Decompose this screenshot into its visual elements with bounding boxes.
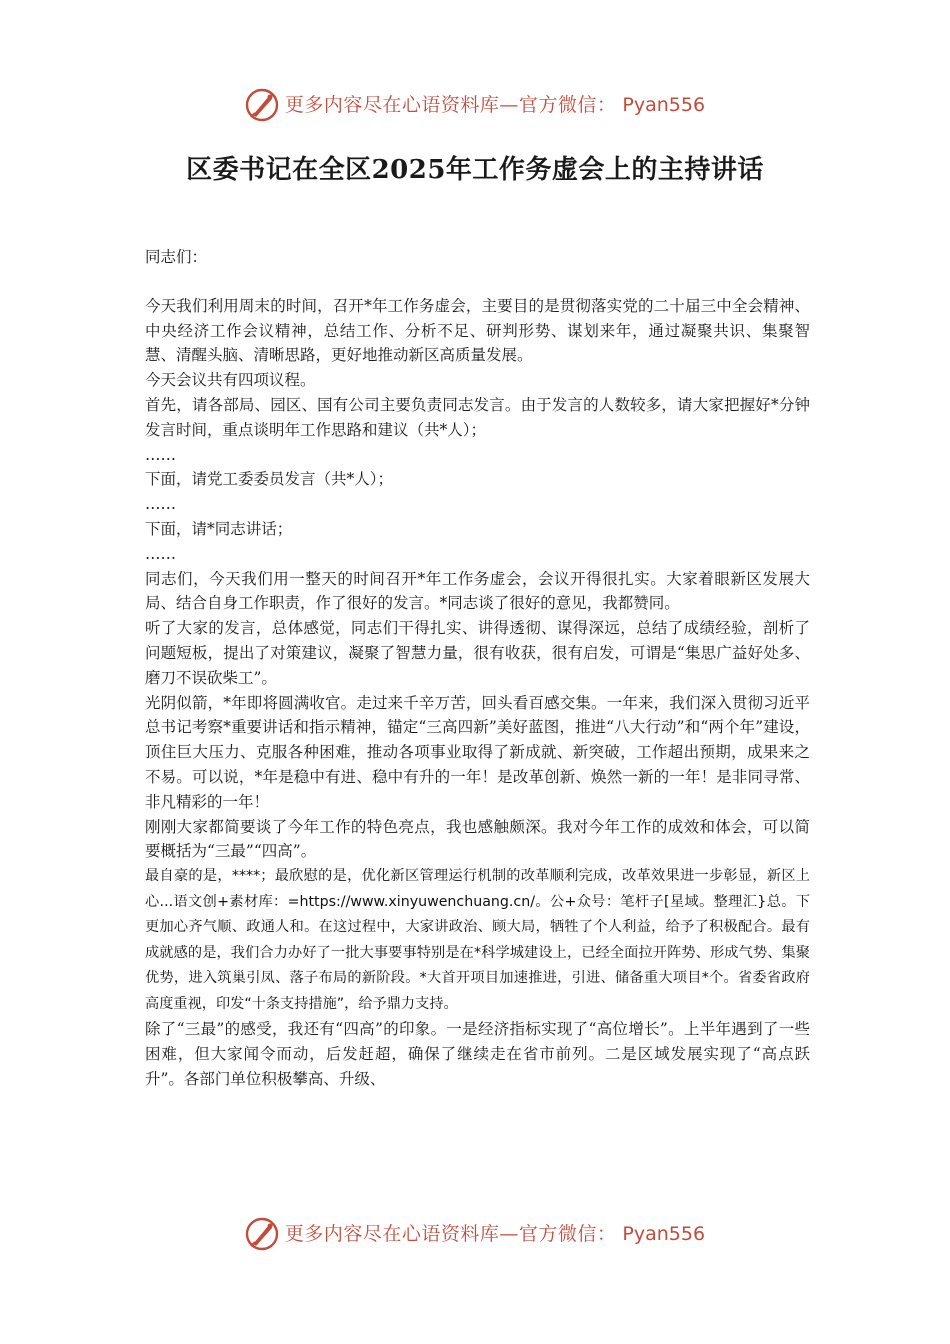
paragraph: 光阴似箭，*年即将圆满收官。走过来千辛万苦，回头看百感交集。一年来，我们深入贯彻习近平总书记考察*重要讲话和指示精神，锚定“三高四新”美好蓝图，推进“八大行动”和“两个年”建设，顶住巨大压力、克服各种困难，推动各项事业取得了新成就、新突破，工作超出预期，成果来之不易。可以说，*年是稳中有进、稳中有升的一年！是改革创新、焕然一新的一年！是非同寻常、非凡精彩的一年！ xyxy=(145,693,810,811)
closing-paragraph: 除了“三最”的感受，我还有“四高”的印象。一是经济指标实现了“高位增长”。上半年遇到了一些困难，但大家闻令而动，后发赶超，确保了继续走在省市前列。二是区域发展实现了“高点跃升”。各部门单位积极攀高、升级、 xyxy=(145,1020,810,1088)
quill-pen-logo-icon xyxy=(245,1217,279,1251)
paragraph: 今天我们利用周末的时间，召开*年工作务虚会，主要目的是贯彻落实党的二十届三中全会精神、中央经济工作会议精神，总结工作、分析不足、研判形势、谋划来年，通过凝聚共识、集聚智慧、清醒头脑、清晰思路，更好地推动新区高质量发展。 xyxy=(145,296,810,365)
paragraph: 下面，请党工委委员发言（共*人）； xyxy=(145,470,394,489)
banner-text: 更多内容尽在心语资料库—官方微信： xyxy=(284,1223,617,1245)
banner-text: 更多内容尽在心语资料库—官方微信： xyxy=(284,94,617,116)
banner-wechat-id: Pyan556 xyxy=(622,94,706,116)
paragraph: 首先，请各部局、园区、国有公司主要负责同志发言。由于发言的人数较多，请大家把握好*分钟发言时间，重点谈明年工作思路和建议（共*人）； xyxy=(145,395,810,439)
paragraph: 同志们，今天我们用一整天的时间召开*年工作务虚会，会议开得很扎实。大家着眼新区发展大局、结合自身工作职责，作了很好的发言。*同志谈了很好的意见，我都赞同。 xyxy=(145,569,810,613)
header-banner xyxy=(0,88,950,122)
footer-banner xyxy=(0,1217,950,1251)
ellipsis-line: …… xyxy=(145,445,176,464)
paragraph: 今天会议共有四项议程。 xyxy=(145,371,316,390)
inserted-paragraph: 最自豪的是，****；最欣慰的是，优化新区管理运行机制的改革顺利完成，改革效果进一步彰显，新区上心...语文创+素材库：=https://www.xinyuwenchuang.cn/。公+众号：笔杆子[星域。整理汇}总。下更加心齐气顺、政通人和。在这过程中，大家讲政治、顾大局，牺牲了个人利益，给予了积极配合。最有成就感的是，我们合力办好了一批大事要事特别是在*科学城建设上，已经全面拉开阵势、形成气势、集聚优势，进入筑巢引凤、落子布局的新阶段。*大首开项目加速推进，引进、储备重大项目*个。省委省政府高度重视，印发“十条支持措施”，给予鼎力支持。 xyxy=(145,868,810,1012)
ellipsis-line: …… xyxy=(145,495,176,514)
ellipsis-line: …… xyxy=(145,544,176,563)
quill-pen-logo-icon xyxy=(245,88,279,122)
greeting: 同志们： xyxy=(145,248,208,266)
document-title: 区委书记在全区2025年工作务虚会上的主持讲话 xyxy=(186,155,764,185)
banner-wechat-id: Pyan556 xyxy=(622,1223,706,1245)
paragraph: 刚刚大家都简要谈了今年工作的特色亮点，我也感触颇深。我对今年工作的成效和体会，可以简要概括为“三最”“四高”。 xyxy=(145,817,810,861)
document-body xyxy=(145,245,810,1092)
paragraph: 听了大家的发言，总体感觉，同志们干得扎实、讲得透彻、谋得深远，总结了成绩经验，剖析了问题短板，提出了对策建议，凝聚了智慧力量，很有收获，很有启发，可谓是“集思广益好处多、磨刀不误砍柴工”。 xyxy=(145,619,810,687)
paragraph: 下面，请*同志讲话； xyxy=(145,519,293,538)
